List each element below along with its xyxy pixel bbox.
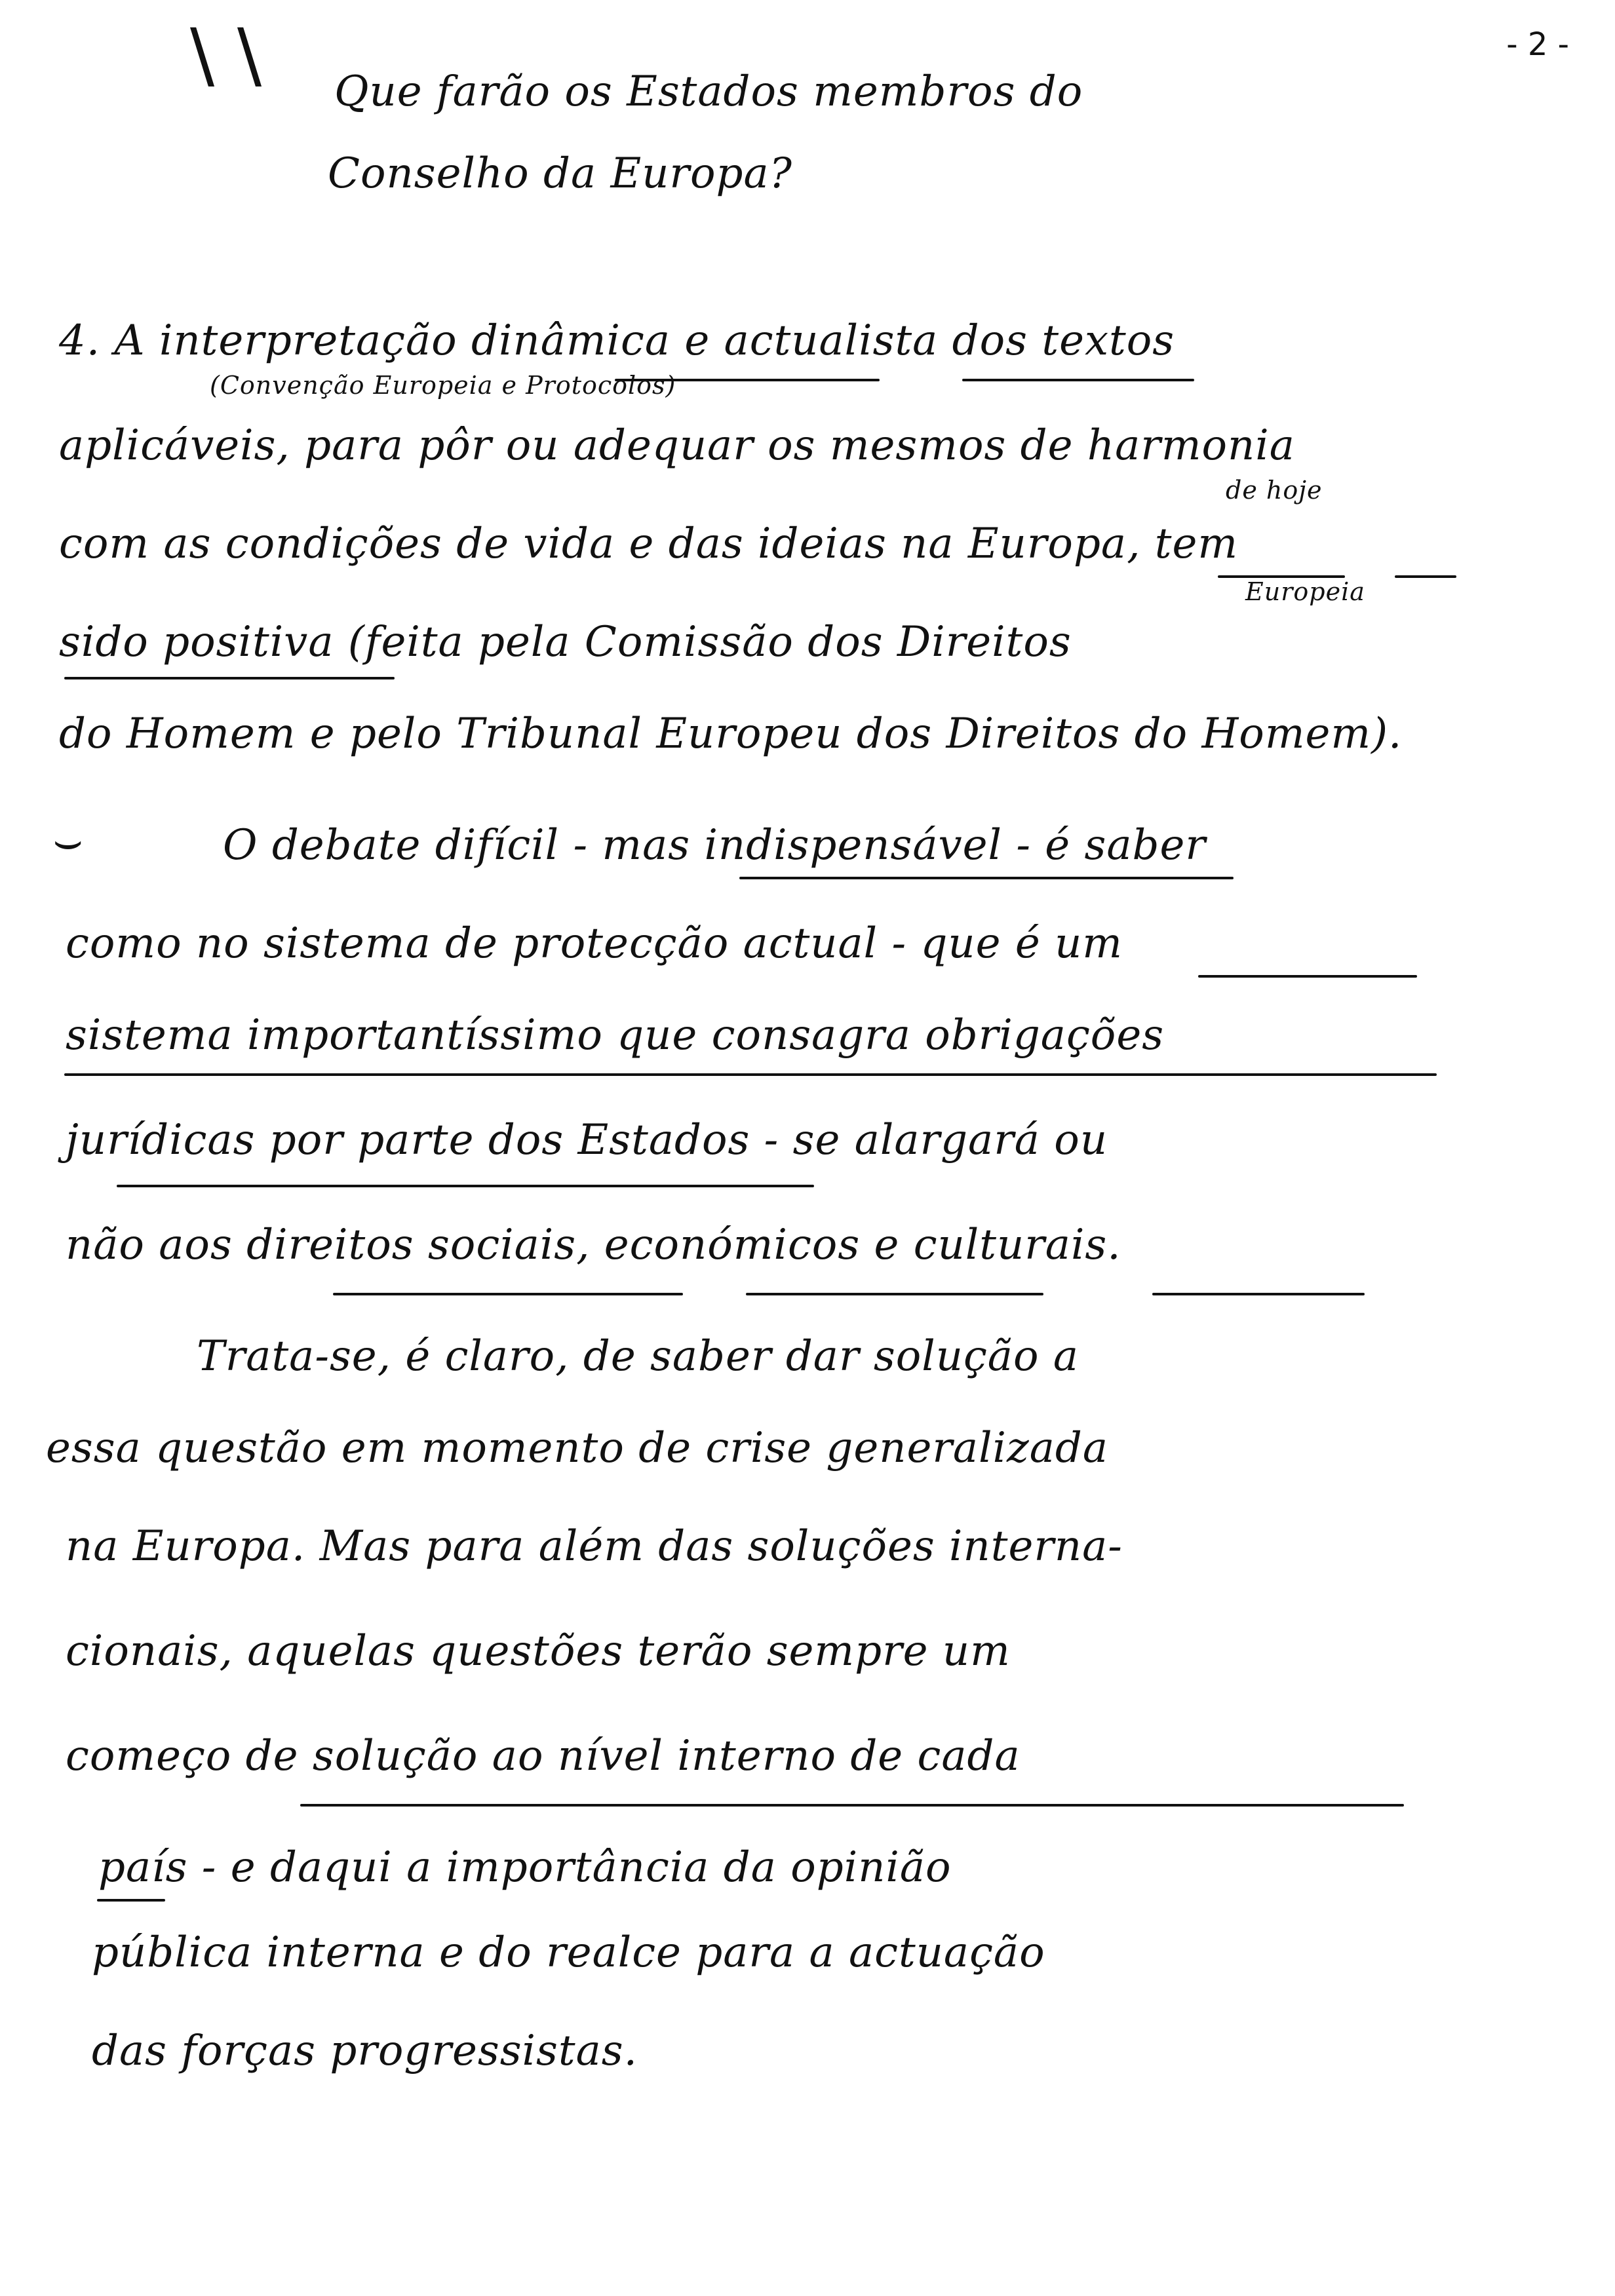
text-line: começo de solução ao nível interno de cada — [66, 1732, 1021, 1780]
annotation-insert: de hoje — [1226, 476, 1323, 505]
text-line: país - e daqui a importância da opinião — [98, 1843, 952, 1892]
annotation-insert: (Convenção Europeia e Protocolos) — [210, 371, 676, 400]
text-line: O debate difícil - mas indispensável - é saber — [223, 821, 1206, 870]
text-line: sido positiva (feita pela Comissão dos Direitos — [59, 618, 1072, 666]
text-line: sistema importantíssimo que consagra obrigações — [66, 1011, 1165, 1060]
text-line: jurídicas por parte dos Estados - se alargará ou — [66, 1116, 1108, 1164]
text-line: com as condições de vida e das ideias na Europa, tem — [59, 520, 1239, 568]
text-line: Conselho da Europa? — [328, 149, 792, 198]
text-line: como no sistema de protecção actual - que é um — [66, 919, 1123, 968]
text-line: 4. A interpretação dinâmica e actualista dos textos — [59, 316, 1175, 365]
page-number: - 2 - — [1506, 26, 1569, 63]
text-line: das forças progressistas. — [92, 2027, 638, 2075]
text-line: essa questão em momento de crise generalizada — [46, 1424, 1108, 1472]
text-line: Trata-se, é claro, de saber dar solução a — [197, 1332, 1079, 1381]
text-line: aplicáveis, para pôr ou adequar os mesmos de harmonia — [59, 421, 1295, 470]
text-line: pública interna e do realce para a actuação — [92, 1928, 1045, 1977]
text-line: na Europa. Mas para além das soluções interna- — [66, 1522, 1123, 1571]
annotation-insert: Europeia — [1245, 577, 1365, 606]
text-line: cionais, aquelas questões terão sempre um — [66, 1627, 1011, 1675]
margin-marks: \ \ — [190, 13, 262, 97]
text-line: não aos direitos sociais, económicos e culturais. — [66, 1221, 1121, 1269]
margin-mark: ⌣ — [52, 813, 84, 868]
text-line: Que farão os Estados membros do — [334, 67, 1083, 116]
text-line: do Homem e pelo Tribunal Europeu dos Direitos do Homem). — [59, 710, 1403, 758]
